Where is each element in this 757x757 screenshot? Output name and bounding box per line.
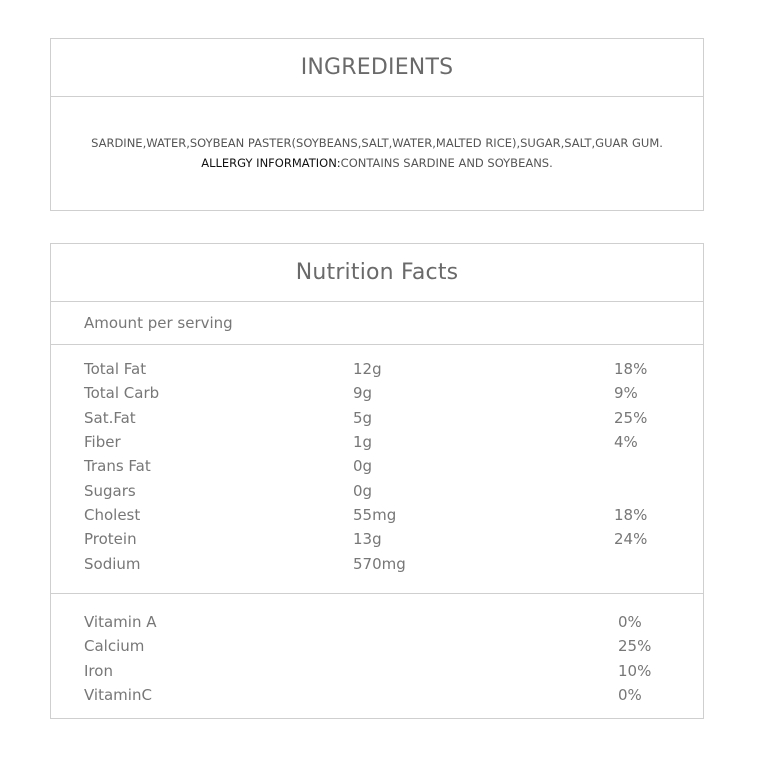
vitamin-row xyxy=(51,683,703,707)
nutrient-amount: 55mg xyxy=(353,506,397,524)
ingredients-title: INGREDIENTS xyxy=(51,39,703,97)
ingredients-list: SARDINE,WATER,SOYBEAN PASTER(SOYBEANS,SALT,WATER,MALTED RICE),SUGAR,SALT,GUAR GUM. xyxy=(91,136,663,150)
ingredients-panel xyxy=(50,38,704,211)
nutrient-amount: 12g xyxy=(353,360,382,378)
nutrient-name: Cholest xyxy=(84,506,141,524)
nutrition-facts-panel xyxy=(50,243,704,719)
nutrient-row xyxy=(51,454,703,478)
allergy-label: ALLERGY INFORMATION: xyxy=(201,156,341,170)
nutrient-name: Sugars xyxy=(84,482,136,500)
nutrient-name: Trans Fat xyxy=(84,457,151,475)
nutrients-section xyxy=(51,345,703,594)
nutrient-row xyxy=(51,357,703,381)
nutrient-amount: 1g xyxy=(353,433,373,451)
nutrition-title: Nutrition Facts xyxy=(51,244,703,302)
nutrient-amount: 5g xyxy=(353,409,373,427)
nutrient-name: Sat.Fat xyxy=(84,409,136,427)
nutrient-row xyxy=(51,381,703,405)
vitamin-name: Iron xyxy=(84,662,113,680)
vitamin-daily-value: 25% xyxy=(618,637,652,655)
nutrient-amount: 9g xyxy=(353,384,373,402)
nutrient-row xyxy=(51,552,703,576)
nutrient-row xyxy=(51,406,703,430)
vitamin-name: Calcium xyxy=(84,637,145,655)
nutrient-amount: 0g xyxy=(353,457,373,475)
allergy-text: CONTAINS SARDINE AND SOYBEANS. xyxy=(340,156,553,170)
nutrient-row xyxy=(51,430,703,454)
nutrient-daily-value: 18% xyxy=(614,360,648,378)
nutrient-name: Protein xyxy=(84,530,137,548)
nutrient-amount: 570mg xyxy=(353,555,406,573)
vitamin-daily-value: 0% xyxy=(618,686,642,704)
nutrient-row xyxy=(51,503,703,527)
nutrient-amount: 0g xyxy=(353,482,373,500)
nutrient-daily-value: 4% xyxy=(614,433,638,451)
vitamin-name: VitaminC xyxy=(84,686,152,704)
nutrient-name: Total Fat xyxy=(84,360,147,378)
nutrient-daily-value: 24% xyxy=(614,530,648,548)
vitamin-row xyxy=(51,659,703,683)
nutrient-name: Fiber xyxy=(84,433,121,451)
vitamin-name: Vitamin A xyxy=(84,613,157,631)
nutrient-daily-value: 9% xyxy=(614,384,638,402)
amount-per-serving: Amount per serving xyxy=(51,302,703,345)
nutrient-name: Sodium xyxy=(84,555,141,573)
nutrient-daily-value: 25% xyxy=(614,409,648,427)
nutrient-amount: 13g xyxy=(353,530,382,548)
ingredients-body xyxy=(51,97,703,173)
vitamin-daily-value: 10% xyxy=(618,662,652,680)
vitamin-row xyxy=(51,634,703,658)
allergy-information xyxy=(51,153,703,173)
vitamin-row xyxy=(51,610,703,634)
vitamins-section xyxy=(51,594,703,718)
nutrient-daily-value: 18% xyxy=(614,506,648,524)
nutrient-row xyxy=(51,527,703,551)
nutrient-row xyxy=(51,479,703,503)
vitamin-daily-value: 0% xyxy=(618,613,642,631)
nutrient-name: Total Carb xyxy=(84,384,160,402)
